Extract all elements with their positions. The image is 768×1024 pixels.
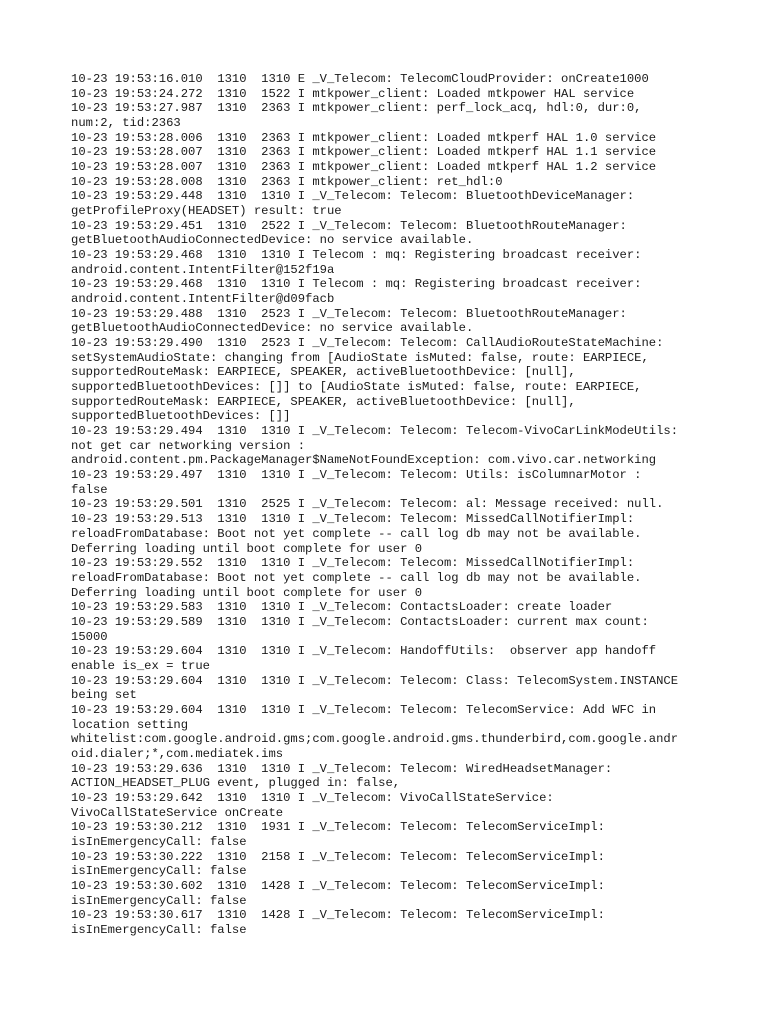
- log-line: Deferring loading until boot complete for user 0: [71, 585, 423, 600]
- log-line: isInEmergencyCall: false: [71, 893, 247, 908]
- log-line: 10-23 19:53:30.222 1310 2158 I _V_Telecom: Telecom: TelecomServiceImpl:: [71, 849, 605, 864]
- log-line: isInEmergencyCall: false: [71, 864, 247, 879]
- log-line: oid.dialer;*,com.mediatek.ims: [71, 746, 284, 761]
- log-line: supportedRouteMask: EARPIECE, SPEAKER, activeBluetoothDevice: [null],: [71, 365, 576, 380]
- log-line: isInEmergencyCall: false: [71, 834, 247, 849]
- log-line: 10-23 19:53:16.010 1310 1310 E _V_Telecom: TelecomCloudProvider: onCreate1000: [71, 72, 649, 86]
- log-line: 10-23 19:53:29.448 1310 1310 I _V_Telecom: Telecom: BluetoothDeviceManager:: [71, 189, 635, 204]
- log-line: 10-23 19:53:29.497 1310 1310 I _V_Telecom: Telecom: Utils: isColumnarMotor :: [71, 468, 642, 483]
- log-line: false: [71, 482, 108, 497]
- log-line: num:2, tid:2363: [71, 116, 181, 131]
- log-line: reloadFromDatabase: Boot not yet complete -- call log db may not be available.: [71, 570, 642, 585]
- log-line: getProfileProxy(HEADSET) result: true: [71, 204, 342, 219]
- log-text-block: [71, 72, 711, 938]
- log-line: 10-23 19:53:28.007 1310 2363 I mtkpower_client: Loaded mtkperf HAL 1.2 service: [71, 160, 657, 175]
- log-line: android.content.pm.PackageManager$NameNotFoundException: com.vivo.car.networking: [71, 453, 657, 468]
- log-line: 10-23 19:53:29.468 1310 1310 I Telecom : mq: Registering broadcast receiver:: [71, 277, 642, 292]
- log-line: 10-23 19:53:29.604 1310 1310 I _V_Telecom: Telecom: TelecomService: Add WFC in: [71, 702, 657, 717]
- log-line: getBluetoothAudioConnectedDevice: no service available.: [71, 233, 474, 248]
- log-line: supportedBluetoothDevices: []] to [AudioState isMuted: false, route: EARPIECE,: [71, 380, 642, 395]
- log-line: 15000: [71, 629, 108, 644]
- log-line: 10-23 19:53:27.987 1310 2363 I mtkpower_client: perf_lock_acq, hdl:0, dur:0,: [71, 101, 642, 116]
- log-line: 10-23 19:53:30.617 1310 1428 I _V_Telecom: Telecom: TelecomServiceImpl:: [71, 908, 605, 923]
- log-line: 10-23 19:53:29.468 1310 1310 I Telecom : mq: Registering broadcast receiver:: [71, 248, 642, 263]
- log-line: 10-23 19:53:29.552 1310 1310 I _V_Telecom: Telecom: MissedCallNotifierImpl:: [71, 556, 635, 571]
- log-line: android.content.IntentFilter@152f19a: [71, 262, 335, 277]
- log-line: 10-23 19:53:29.583 1310 1310 I _V_Telecom: ContactsLoader: create loader: [71, 600, 613, 615]
- log-line: location setting: [71, 717, 189, 732]
- log-line: 10-23 19:53:29.494 1310 1310 I _V_Telecom: Telecom: Telecom-VivoCarLinkModeUtils:: [71, 424, 679, 439]
- log-line: reloadFromDatabase: Boot not yet complete -- call log db may not be available.: [71, 526, 642, 541]
- log-line: 10-23 19:53:24.272 1310 1522 I mtkpower_client: Loaded mtkpower HAL service: [71, 86, 635, 101]
- log-line: 10-23 19:53:29.513 1310 1310 I _V_Telecom: Telecom: MissedCallNotifierImpl:: [71, 512, 635, 527]
- log-line: 10-23 19:53:28.006 1310 2363 I mtkpower_client: Loaded mtkperf HAL 1.0 service: [71, 130, 657, 145]
- log-line: ACTION_HEADSET_PLUG event, plugged in: false,: [71, 776, 401, 791]
- log-line: supportedBluetoothDevices: []]: [71, 409, 291, 424]
- log-line: enable is_ex = true: [71, 658, 210, 673]
- log-line: 10-23 19:53:29.636 1310 1310 I _V_Telecom: Telecom: WiredHeadsetManager:: [71, 761, 613, 776]
- log-line: android.content.IntentFilter@d09facb: [71, 292, 335, 307]
- log-line: VivoCallStateService onCreate: [71, 805, 284, 820]
- log-line: 10-23 19:53:29.490 1310 2523 I _V_Telecom: Telecom: CallAudioRouteStateMachine:: [71, 336, 664, 351]
- log-line: 10-23 19:53:28.008 1310 2363 I mtkpower_client: ret_hdl:0: [71, 174, 503, 189]
- log-line: setSystemAudioState: changing from [AudioState isMuted: false, route: EARPIECE,: [71, 350, 649, 365]
- log-line: Deferring loading until boot complete for user 0: [71, 541, 423, 556]
- log-line: 10-23 19:53:30.212 1310 1931 I _V_Telecom: Telecom: TelecomServiceImpl:: [71, 820, 605, 835]
- log-line: 10-23 19:53:29.488 1310 2523 I _V_Telecom: Telecom: BluetoothRouteManager:: [71, 306, 627, 321]
- log-line: 10-23 19:53:28.007 1310 2363 I mtkpower_client: Loaded mtkperf HAL 1.1 service: [71, 145, 657, 160]
- log-line: 10-23 19:53:30.602 1310 1428 I _V_Telecom: Telecom: TelecomServiceImpl:: [71, 878, 605, 893]
- log-line: whitelist:com.google.android.gms;com.google.android.gms.thunderbird,com.google.andr: [71, 732, 679, 747]
- log-line: 10-23 19:53:29.604 1310 1310 I _V_Telecom: HandoffUtils: observer app handoff: [71, 644, 657, 659]
- log-line: 10-23 19:53:29.604 1310 1310 I _V_Telecom: Telecom: Class: TelecomSystem.INSTANCE: [71, 673, 679, 688]
- log-line: 10-23 19:53:29.451 1310 2522 I _V_Telecom: Telecom: BluetoothRouteManager:: [71, 218, 627, 233]
- log-line: 10-23 19:53:29.501 1310 2525 I _V_Telecom: Telecom: al: Message received: null.: [71, 497, 664, 512]
- log-line: getBluetoothAudioConnectedDevice: no service available.: [71, 321, 474, 336]
- log-line: 10-23 19:53:29.642 1310 1310 I _V_Telecom: VivoCallStateService:: [71, 790, 554, 805]
- log-line: supportedRouteMask: EARPIECE, SPEAKER, activeBluetoothDevice: [null],: [71, 394, 576, 409]
- log-line: isInEmergencyCall: false: [71, 922, 247, 937]
- log-line: not get car networking version :: [71, 438, 306, 453]
- log-line: being set: [71, 688, 137, 703]
- log-line: 10-23 19:53:29.589 1310 1310 I _V_Telecom: ContactsLoader: current max count:: [71, 614, 649, 629]
